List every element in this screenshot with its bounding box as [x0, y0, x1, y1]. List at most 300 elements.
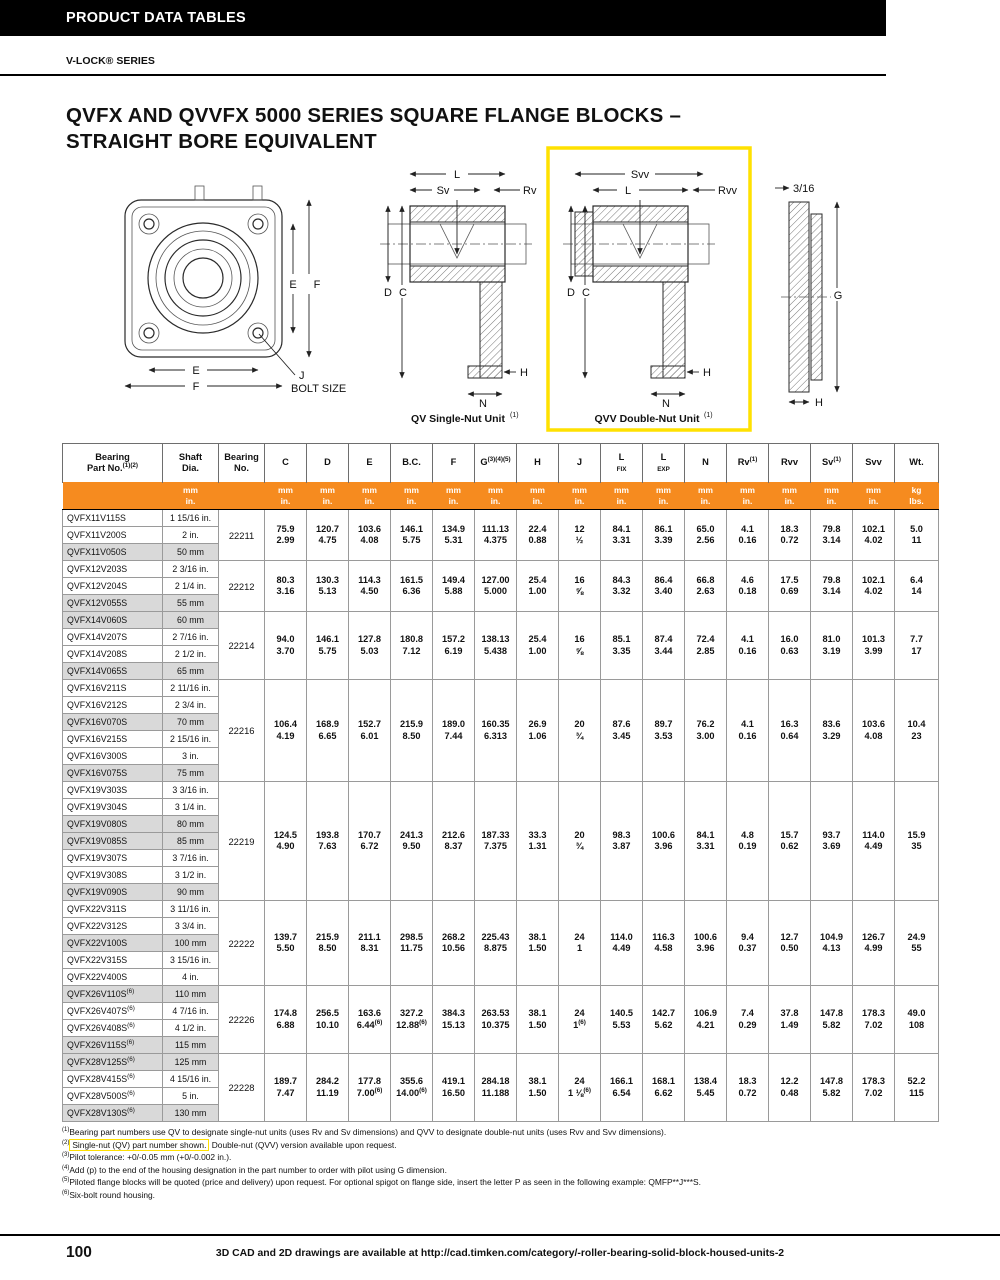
unit-header-part — [63, 483, 163, 510]
part-number-cell: QVFX11V115S — [63, 510, 163, 527]
dim-cell-N: 65.0 2.56 — [685, 510, 727, 561]
dim-label-rvv: Rvv — [718, 185, 737, 197]
dim-cell-E: 127.8 5.03 — [349, 612, 391, 680]
dim-cell-Lfix: 85.1 3.35 — [601, 612, 643, 680]
dim-label-d: D — [384, 287, 392, 299]
col-header-G: $G^{(3)(4)(5)}$ — [475, 444, 517, 483]
dim-cell-Wt: 6.4 14 — [895, 561, 939, 612]
footnote: $^{(2)}$ Single-nut (QV) part number shown. Double-nut (QVV) version available upon request. — [62, 1139, 397, 1150]
unit-header-N: mm in. — [685, 483, 727, 510]
dim-cell-E: 177.8 7.00$^{(6)}$ — [349, 1054, 391, 1122]
part-number-cell: $QVFX28V125S^{(6)}$ — [63, 1054, 163, 1071]
unit-header-Sv: mm in. — [811, 483, 853, 510]
dim-cell-Lfix: 140.5 5.53 — [601, 986, 643, 1054]
dim-cell-H: 38.1 1.50 — [517, 1054, 559, 1122]
collar-screw-icon — [195, 186, 204, 200]
dim-cell-Sv: 147.8 5.82 — [811, 986, 853, 1054]
dim-label-j: J — [299, 370, 305, 382]
unit-header-Svv: mm in. — [853, 483, 895, 510]
part-number-cell: QVFX16V075S — [63, 765, 163, 782]
dim-cell-Lfix: 166.1 6.54 — [601, 1054, 643, 1122]
part-number-cell: $QVFX28V500S^{(6)}$ — [63, 1088, 163, 1105]
unit-header-Wt: kg lbs. — [895, 483, 939, 510]
dim-cell-F: 149.4 5.88 — [433, 561, 475, 612]
part-number-cell: QVFX19V090S — [63, 884, 163, 901]
part-number-cell: QVFX14V060S — [63, 612, 163, 629]
part-number-cell: $QVFX26V115S^{(6)}$ — [63, 1037, 163, 1054]
shaft-dia-cell: 4 15/16 in. — [163, 1071, 219, 1088]
col-header-D: D — [307, 444, 349, 483]
dim-cell-Svv: 102.1 4.02 — [853, 561, 895, 612]
dim-cell-Rv: 4.1 0.16 — [727, 510, 769, 561]
footnote: $^{(5)}$Piloted flange blocks will be quoted (price and delivery) upon request. For optional spigot on flange side, insert the letter P as seen in the following example: QMFP**J***S. — [62, 1177, 701, 1188]
dim-cell-Rvv: 16.0 0.63 — [769, 612, 811, 680]
bolt-size-label: BOLT SIZE — [291, 383, 347, 395]
dim-cell-Lfix: 98.3 3.87 — [601, 782, 643, 901]
dim-cell-Sv: 79.8 3.14 — [811, 561, 853, 612]
part-number-cell: QVFX16V211S — [63, 680, 163, 697]
shaft-dia-cell: 100 mm — [163, 935, 219, 952]
dim-cell-H: 25.4 1.00 — [517, 612, 559, 680]
part-number-cell: QVFX19V303S — [63, 782, 163, 799]
dim-cell-G: 284.18 11.188 — [475, 1054, 517, 1122]
dim-label-h: H — [815, 397, 823, 409]
shaft-dia-cell: 3 3/4 in. — [163, 918, 219, 935]
shaft-dia-cell: 2 7/16 in. — [163, 629, 219, 646]
dim-cell-J: 20 ¾ — [559, 782, 601, 901]
part-number-cell: QVFX19V308S — [63, 867, 163, 884]
header-rule — [0, 74, 886, 76]
dim-cell-E: 211.1 8.31 — [349, 901, 391, 986]
col-header-Svv: Svv — [853, 444, 895, 483]
shaft-dia-cell: 3 7/16 in. — [163, 850, 219, 867]
shaft-dia-cell: 110 mm — [163, 986, 219, 1003]
dim-cell-E: 103.6 4.08 — [349, 510, 391, 561]
dim-cell-N: 106.9 4.21 — [685, 986, 727, 1054]
dim-cell-G: 138.13 5.438 — [475, 612, 517, 680]
shaft-dia-cell: 4 in. — [163, 969, 219, 986]
unit-header-brg — [219, 483, 265, 510]
dim-cell-Rv: 4.1 0.16 — [727, 612, 769, 680]
dim-cell-Lfix: 114.0 4.49 — [601, 901, 643, 986]
dim-cell-Lexp: 142.7 5.62 — [643, 986, 685, 1054]
dim-cell-Sv: 81.0 3.19 — [811, 612, 853, 680]
unit-header-F: mm in. — [433, 483, 475, 510]
shaft-dia-cell: 2 3/16 in. — [163, 561, 219, 578]
dim-cell-BC: 146.1 5.75 — [391, 510, 433, 561]
dim-cell-Svv: 114.0 4.49 — [853, 782, 895, 901]
part-number-cell: QVFX19V304S — [63, 799, 163, 816]
dim-cell-D: 130.3 5.13 — [307, 561, 349, 612]
dim-label-n: N — [662, 398, 670, 410]
col-header-Rvv: Rvv — [769, 444, 811, 483]
dim-label-e: E — [289, 279, 297, 291]
dim-cell-Lexp: 116.3 4.58 — [643, 901, 685, 986]
part-number-cell: QVFX16V300S — [63, 748, 163, 765]
col-header-Lfix: L FIX — [601, 444, 643, 483]
part-number-cell: QVFX19V080S — [63, 816, 163, 833]
dim-cell-D: 193.8 7.63 — [307, 782, 349, 901]
dim-cell-Lexp: 87.4 3.44 — [643, 612, 685, 680]
bearing-no-cell: 22222 — [219, 901, 265, 986]
dim-cell-J: 24 1$^{(6)}$ — [559, 986, 601, 1054]
shaft-dia-cell: 90 mm — [163, 884, 219, 901]
part-number-cell: QVFX14V207S — [63, 629, 163, 646]
dim-cell-Wt: 10.4 23 — [895, 680, 939, 782]
dim-cell-F: 384.3 15.13 — [433, 986, 475, 1054]
product-table — [62, 443, 939, 1122]
col-header-H: H — [517, 444, 559, 483]
shaft-dia-cell: 130 mm — [163, 1105, 219, 1122]
dim-cell-Wt: 52.2 115 — [895, 1054, 939, 1122]
unit-header-D: mm in. — [307, 483, 349, 510]
col-header-Sv: Sv$^{(1)}$ — [811, 444, 853, 483]
dim-cell-N: 84.1 3.31 — [685, 782, 727, 901]
dim-cell-D: 284.2 11.19 — [307, 1054, 349, 1122]
qv-single-nut-diagram — [380, 169, 537, 425]
bearing-no-cell: 22219 — [219, 782, 265, 901]
dim-label-l: L — [453, 169, 461, 181]
dim-cell-D: 120.7 4.75 — [307, 510, 349, 561]
col-header-F: F — [433, 444, 475, 483]
part-number-cell: QVFX14V065S — [63, 663, 163, 680]
dim-cell-Svv: 126.7 4.99 — [853, 901, 895, 986]
dim-cell-N: 76.2 3.00 — [685, 680, 727, 782]
dim-cell-Lexp: 100.6 3.96 — [643, 782, 685, 901]
dim-label-sv: Sv — [436, 185, 450, 197]
part-number-cell: QVFX22V100S — [63, 935, 163, 952]
shaft-dia-cell: 75 mm — [163, 765, 219, 782]
dim-cell-J: 12 ½ — [559, 510, 601, 561]
part-number-cell: $QVFX26V407S^{(6)}$ — [63, 1003, 163, 1020]
shaft-dia-cell: 1 15/16 in. — [163, 510, 219, 527]
table-row — [63, 901, 939, 918]
shaft-dia-cell: 5 in. — [163, 1088, 219, 1105]
qv-caption-sup: (1) — [510, 412, 519, 419]
dim-cell-H: 22.4 0.88 — [517, 510, 559, 561]
dim-cell-H: 38.1 1.50 — [517, 986, 559, 1054]
unit-header-Rvv: mm in. — [769, 483, 811, 510]
shaft-dia-cell: 2 in. — [163, 527, 219, 544]
qv-caption: QV Single-Nut Unit — [411, 413, 505, 425]
front-view-diagram — [125, 186, 346, 395]
dim-cell-H: 33.3 1.31 — [517, 782, 559, 901]
part-number-cell: QVFX12V204S — [63, 578, 163, 595]
col-header-part: Bearing Part No.$^{(1)(2)}$ — [63, 444, 163, 483]
dim-cell-H: 26.9 1.06 — [517, 680, 559, 782]
dim-label-h: H — [520, 367, 528, 379]
dim-cell-G: 187.33 7.375 — [475, 782, 517, 901]
dim-cell-Sv: 104.9 4.13 — [811, 901, 853, 986]
dim-cell-Svv: 178.3 7.02 — [853, 986, 895, 1054]
dim-cell-BC: 241.3 9.50 — [391, 782, 433, 901]
col-header-Rv: Rv$^{(1)}$ — [727, 444, 769, 483]
part-number-cell: QVFX12V055S — [63, 595, 163, 612]
shaft-dia-cell: 115 mm — [163, 1037, 219, 1054]
dim-cell-D: 146.1 5.75 — [307, 612, 349, 680]
shaft-dia-cell: 125 mm — [163, 1054, 219, 1071]
dim-cell-E: 152.7 6.01 — [349, 680, 391, 782]
dim-cell-BC: 180.8 7.12 — [391, 612, 433, 680]
dim-cell-E: 114.3 4.50 — [349, 561, 391, 612]
bearing-no-cell: 22214 — [219, 612, 265, 680]
dim-cell-Svv: 178.3 7.02 — [853, 1054, 895, 1122]
table-row — [63, 986, 939, 1003]
dim-cell-N: 72.4 2.85 — [685, 612, 727, 680]
dim-label-n: N — [479, 398, 487, 410]
dim-cell-F: 212.6 8.37 — [433, 782, 475, 901]
dim-cell-BC: 298.5 11.75 — [391, 901, 433, 986]
part-number-cell: QVFX22V400S — [63, 969, 163, 986]
dim-cell-Rvv: 12.2 0.48 — [769, 1054, 811, 1122]
bearing-no-cell: 22216 — [219, 680, 265, 782]
side-view-diagram — [775, 183, 845, 409]
dim-cell-Lexp: 86.1 3.39 — [643, 510, 685, 561]
table-row — [63, 1054, 939, 1071]
dim-label-f: F — [313, 279, 321, 291]
shaft-dia-cell: 80 mm — [163, 816, 219, 833]
col-header-N: N — [685, 444, 727, 483]
dim-cell-Lexp: 168.1 6.62 — [643, 1054, 685, 1122]
dim-label-g: G — [833, 290, 843, 302]
dim-cell-J: 16 ⅝ — [559, 561, 601, 612]
dim-cell-F: 134.9 5.31 — [433, 510, 475, 561]
shaft-dia-cell: 2 3/4 in. — [163, 697, 219, 714]
dim-cell-G: 263.53 10.375 — [475, 986, 517, 1054]
dim-label-h: H — [703, 367, 711, 379]
shaft-dia-cell: 3 in. — [163, 748, 219, 765]
part-number-cell: QVFX16V215S — [63, 731, 163, 748]
dim-cell-Wt: 15.9 35 — [895, 782, 939, 901]
col-header-Lexp: L EXP — [643, 444, 685, 483]
dim-cell-BC: 355.6 14.00$^{(6)}$ — [391, 1054, 433, 1122]
dim-cell-D: 168.9 6.65 — [307, 680, 349, 782]
cad-availability-note: 3D CAD and 2D drawings are available at http://cad.timken.com/category/-roller-bearing-solid-block-housed-units-2 — [215, 1248, 785, 1259]
qvv-double-nut-diagram — [563, 169, 737, 425]
unit-header-E: mm in. — [349, 483, 391, 510]
dim-cell-E: 170.7 6.72 — [349, 782, 391, 901]
shaft-dia-cell: 3 3/16 in. — [163, 782, 219, 799]
dim-cell-J: 16 ⅝ — [559, 612, 601, 680]
dim-label-e: E — [192, 365, 200, 377]
header-band-title: PRODUCT DATA TABLES — [66, 10, 246, 26]
dim-label-l: L — [624, 185, 632, 197]
dim-cell-Wt: 49.0 108 — [895, 986, 939, 1054]
dim-cell-C: 75.9 2.99 — [265, 510, 307, 561]
dim-cell-BC: 161.5 6.36 — [391, 561, 433, 612]
dim-cell-Rv: 4.6 0.18 — [727, 561, 769, 612]
table-row — [63, 782, 939, 799]
shaft-dia-cell: 2 15/16 in. — [163, 731, 219, 748]
shaft-dia-cell: 50 mm — [163, 544, 219, 561]
shaft-dia-cell: 2 11/16 in. — [163, 680, 219, 697]
dim-cell-Lexp: 89.7 3.53 — [643, 680, 685, 782]
series-label: V-LOCK® SERIES — [66, 55, 155, 67]
footnote: $^{(6)}$Six-bolt round housing. — [62, 1190, 156, 1201]
col-header-brg: Bearing No. — [219, 444, 265, 483]
dim-cell-Wt: 24.9 55 — [895, 901, 939, 986]
col-header-E: E — [349, 444, 391, 483]
dim-cell-Rv: 9.4 0.37 — [727, 901, 769, 986]
dim-cell-C: 106.4 4.19 — [265, 680, 307, 782]
part-number-cell: QVFX22V312S — [63, 918, 163, 935]
dim-cell-N: 138.4 5.45 — [685, 1054, 727, 1122]
shaft-dia-cell: 60 mm — [163, 612, 219, 629]
col-header-shaft: Shaft Dia. — [163, 444, 219, 483]
part-number-cell: QVFX22V311S — [63, 901, 163, 918]
shaft-dia-cell: 70 mm — [163, 714, 219, 731]
dim-cell-F: 189.0 7.44 — [433, 680, 475, 782]
footnote: $^{(3)}$Pilot tolerance: +0/-0.05 mm (+0/-0.002 in.). — [62, 1152, 232, 1163]
footnote: $^{(4)}$Add (p) to the end of the housing designation in the part number to order with pilot using G dimension. — [62, 1164, 447, 1175]
dim-label-f: F — [192, 381, 200, 393]
dim-cell-H: 38.1 1.50 — [517, 901, 559, 986]
part-number-cell: $QVFX26V110S^{(6)}$ — [63, 986, 163, 1003]
unit-header-shaft: mm in. — [163, 483, 219, 510]
part-number-cell: QVFX16V070S — [63, 714, 163, 731]
dim-cell-Rv: 4.8 0.19 — [727, 782, 769, 901]
footnote: $^{(1)}$Bearing part numbers use QV to designate single-nut units (uses Rv and Sv dimensions) and QVV to designate double-nut units (uses Rvv and Svv dimensions). — [62, 1127, 667, 1137]
dim-cell-E: 163.6 6.44$^{(6)}$ — [349, 986, 391, 1054]
shaft-dia-cell: 65 mm — [163, 663, 219, 680]
dim-cell-Svv: 102.1 4.02 — [853, 510, 895, 561]
unit-header-Lexp: mm in. — [643, 483, 685, 510]
qvv-caption-sup: (1) — [704, 412, 713, 419]
dim-cell-C: 94.0 3.70 — [265, 612, 307, 680]
footnote-highlight: Single-nut (QV) part number shown. — [69, 1139, 209, 1151]
dim-cell-G: 127.00 5.000 — [475, 561, 517, 612]
dim-label-c: C — [582, 287, 590, 299]
dim-cell-D: 256.5 10.10 — [307, 986, 349, 1054]
dim-label-c: C — [399, 287, 407, 299]
dim-cell-Sv: 83.6 3.29 — [811, 680, 853, 782]
dim-cell-F: 157.2 6.19 — [433, 612, 475, 680]
table-row — [63, 510, 939, 527]
dim-cell-Sv: 147.8 5.82 — [811, 1054, 853, 1122]
part-number-cell: QVFX11V200S — [63, 527, 163, 544]
shaft-dia-cell: 3 1/4 in. — [163, 799, 219, 816]
dim-cell-Lexp: 86.4 3.40 — [643, 561, 685, 612]
unit-header-Lfix: mm in. — [601, 483, 643, 510]
dim-cell-G: 111.13 4.375 — [475, 510, 517, 561]
part-number-cell: QVFX16V212S — [63, 697, 163, 714]
unit-header-H: mm in. — [517, 483, 559, 510]
part-number-cell: QVFX14V208S — [63, 646, 163, 663]
shaft-dia-cell: 2 1/2 in. — [163, 646, 219, 663]
dim-cell-F: 419.1 16.50 — [433, 1054, 475, 1122]
gap-label: 3/16 — [793, 183, 815, 195]
dim-cell-J: 24 1 ⅛$^{(6)}$ — [559, 1054, 601, 1122]
qvv-caption: QVV Double-Nut Unit — [594, 413, 700, 425]
unit-header-C: mm in. — [265, 483, 307, 510]
dim-cell-Rv: 4.1 0.16 — [727, 680, 769, 782]
dim-cell-Rvv: 37.8 1.49 — [769, 986, 811, 1054]
col-header-Wt: Wt. — [895, 444, 939, 483]
dim-label-rv: Rv — [523, 185, 537, 197]
shaft-dia-cell: 3 11/16 in. — [163, 901, 219, 918]
header-band — [0, 0, 886, 36]
part-number-cell: QVFX12V203S — [63, 561, 163, 578]
dim-cell-Rvv: 16.3 0.64 — [769, 680, 811, 782]
dim-cell-Lfix: 84.3 3.32 — [601, 561, 643, 612]
dim-cell-BC: 327.2 12.88$^{(6)}$ — [391, 986, 433, 1054]
bearing-no-cell: 22228 — [219, 1054, 265, 1122]
dim-cell-Sv: 93.7 3.69 — [811, 782, 853, 901]
dim-cell-J: 24 1 — [559, 901, 601, 986]
unit-header-J: mm in. — [559, 483, 601, 510]
part-number-cell: QVFX22V315S — [63, 952, 163, 969]
dim-cell-Wt: 7.7 17 — [895, 612, 939, 680]
dim-cell-Rvv: 12.7 0.50 — [769, 901, 811, 986]
part-number-cell: QVFX19V085S — [63, 833, 163, 850]
part-number-cell: QVFX19V307S — [63, 850, 163, 867]
dim-cell-Wt: 5.0 11 — [895, 510, 939, 561]
shaft-dia-cell: 3 15/16 in. — [163, 952, 219, 969]
dim-cell-Svv: 101.3 3.99 — [853, 612, 895, 680]
unit-header-G: mm in. — [475, 483, 517, 510]
collar-screw-icon — [253, 186, 262, 200]
dim-cell-C: 174.8 6.88 — [265, 986, 307, 1054]
col-header-BC: B.C. — [391, 444, 433, 483]
page-title-line1: QVFX AND QVVFX 5000 SERIES SQUARE FLANGE BLOCKS – — [66, 104, 682, 127]
shaft-dia-cell: 4 1/2 in. — [163, 1020, 219, 1037]
dim-cell-N: 66.8 2.63 — [685, 561, 727, 612]
bearing-no-cell: 22211 — [219, 510, 265, 561]
shaft-dia-cell: 85 mm — [163, 833, 219, 850]
unit-header-Rv: mm in. — [727, 483, 769, 510]
table-row — [63, 612, 939, 629]
dim-cell-C: 124.5 4.90 — [265, 782, 307, 901]
col-header-J: J — [559, 444, 601, 483]
shaft-dia-cell: 4 7/16 in. — [163, 1003, 219, 1020]
page-title-line2: STRAIGHT BORE EQUIVALENT — [66, 130, 377, 154]
dim-cell-Sv: 79.8 3.14 — [811, 510, 853, 561]
col-header-C: C — [265, 444, 307, 483]
footer-rule — [0, 1234, 1000, 1236]
dim-cell-J: 20 ¾ — [559, 680, 601, 782]
page-number: 100 — [66, 1244, 92, 1261]
part-number-cell: QVFX11V050S — [63, 544, 163, 561]
dim-cell-F: 268.2 10.56 — [433, 901, 475, 986]
dim-cell-G: 160.35 6.313 — [475, 680, 517, 782]
dim-cell-Svv: 103.6 4.08 — [853, 680, 895, 782]
technical-drawings — [55, 146, 945, 438]
dim-cell-C: 80.3 3.16 — [265, 561, 307, 612]
dim-cell-N: 100.6 3.96 — [685, 901, 727, 986]
dim-label-svv: Svv — [630, 169, 650, 181]
dim-cell-Rv: 7.4 0.29 — [727, 986, 769, 1054]
part-number-cell: $QVFX26V408S^{(6)}$ — [63, 1020, 163, 1037]
shaft-dia-cell: 55 mm — [163, 595, 219, 612]
part-number-cell: $QVFX28V415S^{(6)}$ — [63, 1071, 163, 1088]
bearing-no-cell: 22226 — [219, 986, 265, 1054]
table-row — [63, 680, 939, 697]
dim-cell-Lfix: 84.1 3.31 — [601, 510, 643, 561]
bearing-no-cell: 22212 — [219, 561, 265, 612]
dim-cell-G: 225.43 8.875 — [475, 901, 517, 986]
dim-cell-D: 215.9 8.50 — [307, 901, 349, 986]
unit-header-BC: mm in. — [391, 483, 433, 510]
dim-cell-Rv: 18.3 0.72 — [727, 1054, 769, 1122]
shaft-dia-cell: 2 1/4 in. — [163, 578, 219, 595]
table-row — [63, 561, 939, 578]
dim-cell-Rvv: 18.3 0.72 — [769, 510, 811, 561]
dim-cell-C: 139.7 5.50 — [265, 901, 307, 986]
shaft-dia-cell: 3 1/2 in. — [163, 867, 219, 884]
dim-cell-BC: 215.9 8.50 — [391, 680, 433, 782]
dim-cell-Rvv: 15.7 0.62 — [769, 782, 811, 901]
dim-label-d: D — [567, 287, 575, 299]
